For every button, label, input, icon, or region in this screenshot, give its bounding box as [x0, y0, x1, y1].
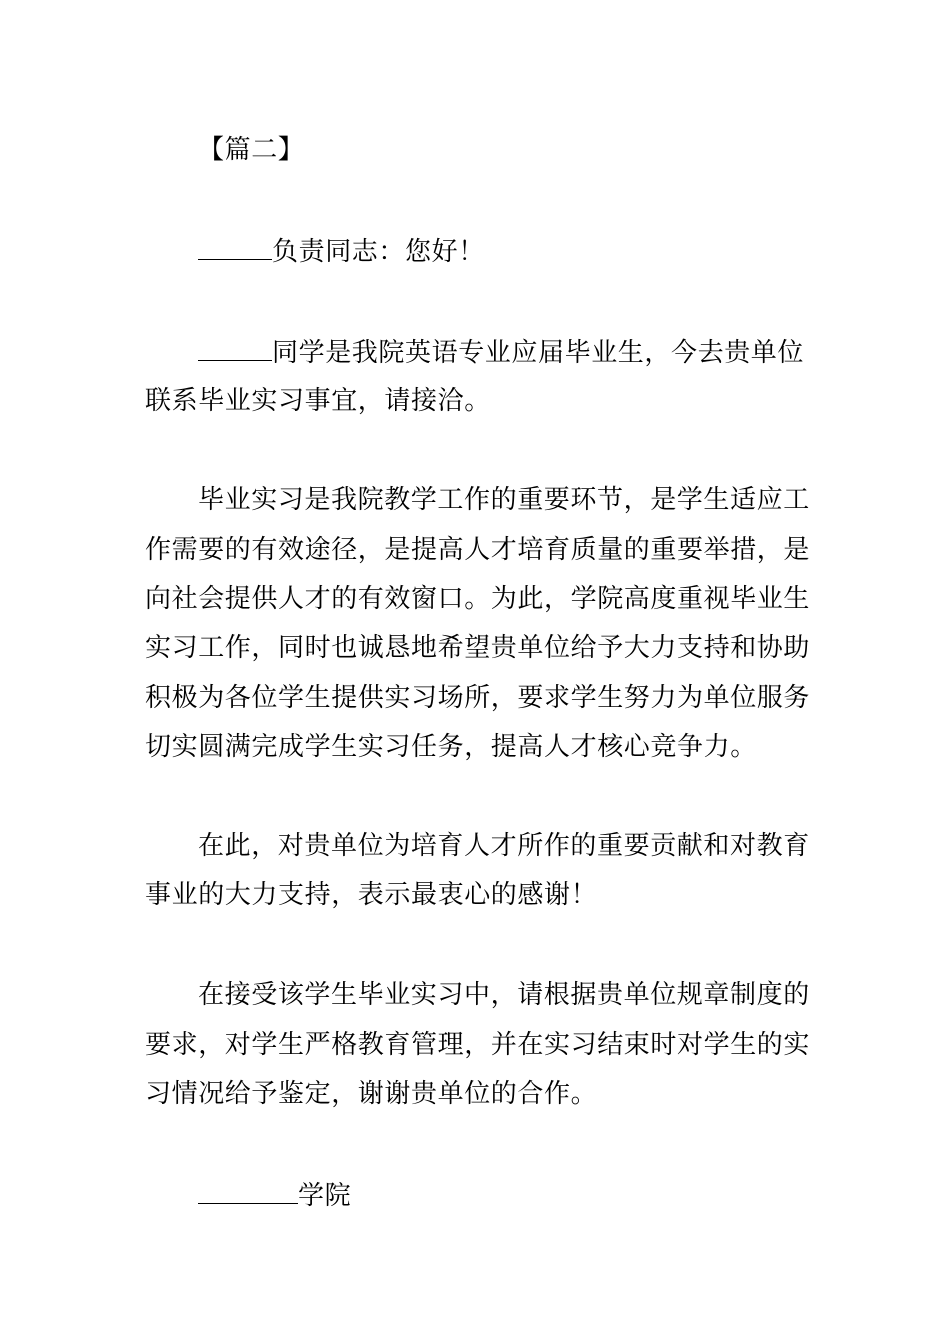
paragraph1-line-1: 毕业实习是我院教学工作的重要环节，是学生适应工 — [198, 485, 810, 515]
paragraph1-line-5: 积极为各位学生提供实习场所，要求学生努力为单位服务 — [145, 683, 811, 713]
paragraph3-line-3: 习情况给予鉴定，谢谢贵单位的合作。 — [145, 1079, 598, 1109]
student-blank — [198, 336, 272, 361]
salutation-text: 负责同志：您好！ — [272, 237, 485, 267]
paragraph1-line-3: 向社会提供人才的有效窗口。为此，学院高度重视毕业生 — [145, 584, 811, 614]
signature-text: 学院 — [298, 1181, 352, 1211]
paragraph2-line-1: 在此，对贵单位为培育人才所作的重要贡献和对教育 — [198, 831, 810, 861]
signature-line — [198, 1179, 868, 1211]
paragraph1-line-6: 切实圆满完成学生实习任务，提高人才核心竞争力。 — [145, 732, 757, 762]
intro-line-2: 联系毕业实习事宜，请接洽。 — [145, 386, 491, 416]
college-blank — [198, 1179, 298, 1204]
salutation-line — [198, 235, 868, 267]
paragraph2-line-2: 事业的大力支持，表示最衷心的感谢！ — [145, 880, 598, 910]
paragraph3-line-1: 在接受该学生毕业实习中，请根据贵单位规章制度的 — [198, 980, 810, 1010]
section-heading: 【篇二】 — [198, 135, 305, 165]
paragraph3-line-2: 要求，对学生严格教育管理，并在实习结束时对学生的实 — [145, 1030, 811, 1060]
paragraph1-line-4: 实习工作，同时也诚恳地希望贵单位给予大力支持和协助 — [145, 633, 811, 663]
intro-text-1: 同学是我院英语专业应届毕业生，今去贵单位 — [272, 338, 805, 368]
intro-line-1 — [198, 336, 868, 368]
paragraph1-line-2: 作需要的有效途径，是提高人才培育质量的重要举措，是 — [145, 535, 811, 565]
name-blank — [198, 235, 272, 260]
